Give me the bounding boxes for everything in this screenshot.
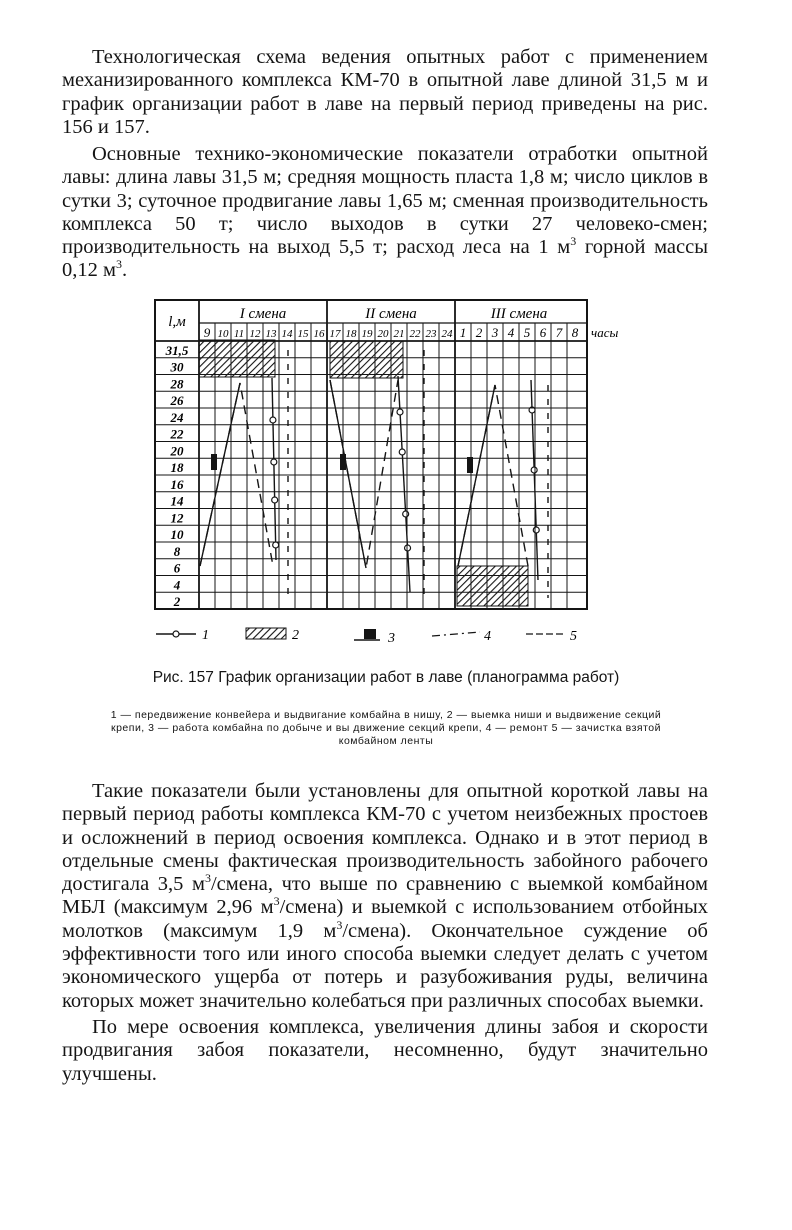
paragraph-outlook: По мере освоения комплекса, увеличения длины забоя и скорости продвигания забоя показатели, несомненно, будут значительно улучшены. — [62, 1016, 708, 1085]
hour-label: 3 — [491, 325, 499, 340]
superscript-3: 3 — [336, 917, 343, 932]
row-label: 31,5 — [165, 342, 189, 358]
superscript-3: 3 — [204, 871, 211, 886]
shift-label: II смена — [365, 306, 417, 322]
hour-label: 17 — [329, 328, 341, 340]
hour-label: 23 — [425, 328, 437, 340]
hour-label: 10 — [217, 328, 229, 340]
hour-label: 4 — [507, 325, 515, 340]
hatched-area — [457, 566, 528, 606]
hour-label: 9 — [203, 325, 211, 340]
indicators-text-c: . — [121, 259, 128, 282]
superscript-3: 3 — [115, 257, 122, 272]
legend-line — [432, 632, 480, 636]
row-label: 8 — [173, 543, 181, 559]
hour-label: 11 — [233, 328, 245, 340]
paragraph-discussion — [62, 780, 708, 1013]
hour-label: 8 — [571, 325, 579, 340]
row-label: 4 — [173, 577, 181, 593]
discussion-text-b: /смена, что выше по сравнению с выемкой комбайном МБЛ (максимум 2,96 м — [62, 873, 708, 919]
legend-number: 1 — [202, 628, 209, 643]
conveyor-marker — [531, 467, 537, 473]
legend-symbol — [364, 629, 376, 639]
hours-unit-label: часы — [591, 325, 619, 340]
hour-label: 14 — [281, 328, 293, 340]
conveyor-line — [272, 378, 276, 560]
row-label: 12 — [170, 510, 184, 526]
planogram-figure — [0, 292, 792, 662]
conveyor-marker — [273, 542, 279, 548]
discussion-text-d: /смена). Окончательное суждение об эффективности того или иного способа выемки следует делать с учетом экономического ущерба от потерь и разубоживания руды, величина которых может значительно колебаться при различных способах выемки. — [62, 919, 708, 1012]
legend-symbol — [246, 628, 286, 639]
row-label: 2 — [173, 594, 181, 609]
indicators-text-a: Основные технико-экономические показатели отработки опытной лавы: длина лавы 31,5 м; средняя мощность пласта 1,8 м; число циклов в сутки 3; суточное продвигание лавы 1,65 м; сменная производительность комплекса 50 т; число выходов в сутки 27 человеко-смен; производительность на выход 5,5 т; расход леса на 1 м — [62, 143, 708, 259]
indicators-text-b: горной массы 0,12 м — [62, 236, 708, 282]
combine-symbol — [211, 454, 217, 470]
hour-label: 5 — [523, 325, 531, 340]
legend-number: 4 — [484, 629, 491, 644]
discussion-text-a: Такие показатели были установлены для опытной короткой лавы на первый период работы комплекса КМ-70 с учетом неизбежных простоев и осложнений в период освоения комплекса. Однако и в этот период в отдельные смены фактическая производительность забойного рабочего достигала 3,5 м — [62, 780, 708, 896]
row-label: 10 — [170, 527, 184, 542]
hour-label: 18 — [345, 328, 357, 340]
combine-symbol — [467, 457, 473, 473]
row-label: 18 — [170, 460, 184, 475]
conveyor-marker — [397, 409, 403, 415]
conveyor-marker — [403, 511, 409, 517]
hour-label: 15 — [297, 328, 309, 340]
hatched-area — [330, 341, 403, 378]
hour-label: 13 — [265, 328, 277, 340]
row-label: 6 — [173, 560, 181, 576]
row-label: 28 — [170, 376, 184, 392]
paragraph-indicators — [62, 143, 708, 283]
legend-number: 5 — [570, 629, 577, 644]
row-label: 16 — [170, 476, 184, 492]
hatched-area — [199, 340, 275, 377]
hour-label: 2 — [475, 325, 483, 340]
conveyor-marker — [270, 417, 276, 423]
discussion-text-c: /смена) и выемкой с использованием отбойных молотков (максимум 1,9 м — [62, 896, 708, 942]
conveyor-marker — [405, 545, 411, 551]
legend-symbol — [173, 631, 179, 637]
row-label: 30 — [170, 359, 184, 375]
legend-number: 2 — [292, 628, 299, 643]
row-label: 26 — [170, 393, 184, 408]
hour-label: 19 — [361, 328, 373, 340]
hour-label: 7 — [555, 325, 563, 340]
conveyor-marker — [272, 497, 278, 503]
hour-label: 21 — [393, 328, 405, 340]
shift-label: III смена — [490, 306, 548, 322]
figure-caption: Рис. 157 График организации работ в лаве (планограмма работ) — [152, 669, 620, 686]
hour-label: 22 — [409, 328, 421, 340]
row-label: 14 — [170, 493, 184, 509]
hour-label: 6 — [539, 325, 547, 340]
hour-label: 12 — [249, 328, 261, 340]
row-label: 22 — [170, 426, 184, 442]
shift-label: I смена — [239, 306, 287, 322]
conveyor-marker — [533, 527, 539, 533]
hour-label: 16 — [313, 328, 325, 340]
superscript-3: 3 — [570, 234, 577, 249]
y-axis-label: l,м — [168, 314, 186, 330]
superscript-3: 3 — [273, 894, 280, 909]
figure-legend-text: 1 — передвижение конвейера и выдвигание комбайна в нишу, 2 — выемка ниши и выдвижение секций крепи, 3 — работа комбайна по добыче и вы движение секций крепи, 4 — ремонт 5 — зачистка взятой комбайном ленты — [110, 709, 662, 747]
paragraph-intro: Технологическая схема ведения опытных работ с применением механизированного комплекса КМ-70 в опытной лаве длиной 31,5 м и график организации работ в лаве на первый период приведены на рис. 156 и 157. — [62, 46, 708, 138]
legend-number: 3 — [388, 631, 395, 646]
conveyor-marker — [271, 459, 277, 465]
hour-label: 20 — [377, 328, 389, 340]
conveyor-marker — [399, 449, 405, 455]
hour-label: 1 — [459, 325, 467, 340]
hour-label: 24 — [441, 328, 453, 340]
row-label: 20 — [170, 443, 184, 459]
row-label: 24 — [170, 409, 184, 425]
